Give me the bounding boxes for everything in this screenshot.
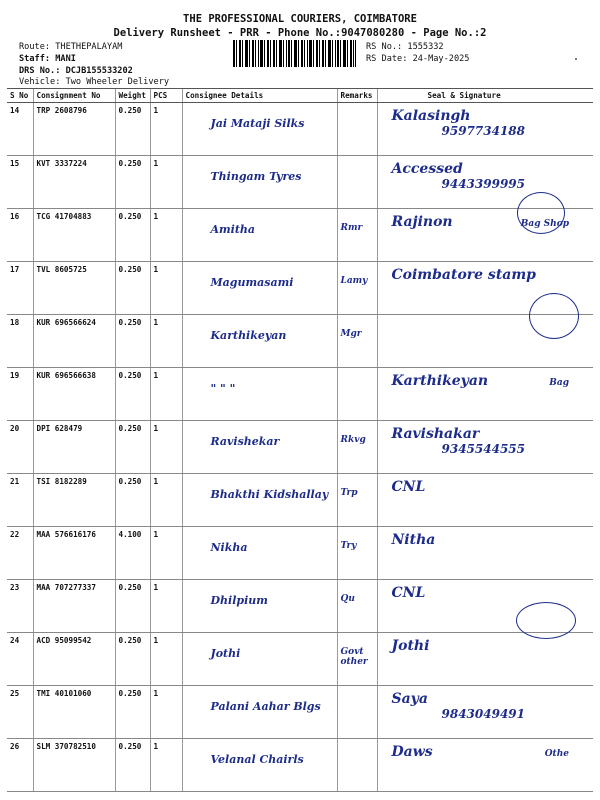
row-pcs [150, 209, 182, 262]
row-consignment-no [33, 739, 115, 792]
row-signature [377, 739, 593, 792]
row-consignment-no-text: TRP 2608796 [36, 106, 87, 115]
row-sno-text: 14 [10, 106, 20, 115]
row-sno-text: 22 [10, 530, 20, 539]
row-remarks [337, 474, 377, 527]
row-consignee [182, 156, 337, 209]
col-consignee: Consignee Details [182, 89, 337, 103]
row-pcs-text: 1 [153, 371, 159, 380]
row-signature-text: Karthikeyan [391, 373, 489, 389]
col-sno: S No [7, 89, 33, 103]
row-sno [7, 156, 33, 209]
row-pcs-text: 1 [153, 265, 159, 274]
row-consignee [182, 686, 337, 739]
row-consignment-no [33, 474, 115, 527]
row-remarks-text: Trp [340, 488, 358, 498]
row-weight [115, 474, 150, 527]
row-pcs [150, 103, 182, 156]
row-pcs-text: 1 [153, 212, 159, 221]
row-weight-text: 0.250 [118, 742, 142, 751]
row-pcs [150, 368, 182, 421]
row-remarks [337, 103, 377, 156]
row-weight-text: 4.100 [118, 530, 142, 539]
row-pcs [150, 421, 182, 474]
row-consignment-no [33, 633, 115, 686]
table-row [7, 739, 593, 792]
row-sno-text: 21 [10, 477, 20, 486]
row-weight-text: 0.250 [118, 477, 142, 486]
table-row [7, 209, 593, 262]
company-title: THE PROFESSIONAL COURIERS, COIMBATORE [183, 13, 417, 25]
row-consignment-no-text: ACD 95099542 [36, 636, 92, 645]
row-consignee-text: Dhilpium [210, 594, 268, 607]
row-phone: 9443399995 [441, 177, 525, 191]
row-sno-text: 18 [10, 318, 20, 327]
row-weight [115, 103, 150, 156]
barcode-icon [233, 40, 356, 67]
row-weight-text: 0.250 [118, 159, 142, 168]
row-signature [377, 527, 593, 580]
row-weight [115, 262, 150, 315]
bag-shop-circle-icon [517, 192, 565, 234]
row-note: Bag Shop [520, 219, 569, 229]
row-sno [7, 686, 33, 739]
row-consignee [182, 262, 337, 315]
row-sno [7, 580, 33, 633]
row-signature-text: Ravishakar [391, 426, 480, 442]
row-remarks-text: Govt other [340, 647, 368, 667]
row-consignee [182, 209, 337, 262]
row-weight-text: 0.250 [118, 265, 142, 274]
row-weight-text: 0.250 [118, 106, 142, 115]
row-sno-text: 19 [10, 371, 20, 380]
row-pcs [150, 315, 182, 368]
row-sno [7, 315, 33, 368]
row-signature-text: Coimbatore stamp [391, 267, 536, 283]
scan-dot [575, 58, 577, 60]
row-weight-text: 0.250 [118, 371, 142, 380]
row-consignee-text: Velanal Chairls [210, 753, 304, 766]
row-consignment-no-text: KVT 3337224 [36, 159, 87, 168]
col-pcs: PCS [150, 89, 182, 103]
row-consignee-text: " " " [210, 382, 236, 395]
table-row [7, 527, 593, 580]
table-header-row [7, 89, 593, 103]
row-signature-text: Rajinon [391, 214, 453, 230]
row-weight [115, 368, 150, 421]
row-signature-text: Nitha [391, 532, 436, 548]
table-row [7, 421, 593, 474]
table-row [7, 262, 593, 315]
row-consignment-no [33, 156, 115, 209]
row-consignee [182, 368, 337, 421]
row-sno [7, 262, 33, 315]
row-consignment-no-text: KUR 696566638 [36, 371, 96, 380]
row-remarks [337, 421, 377, 474]
row-consignment-no [33, 103, 115, 156]
row-consignee [182, 315, 337, 368]
row-consignment-no [33, 527, 115, 580]
row-consignment-no [33, 580, 115, 633]
row-sno-text: 16 [10, 212, 20, 221]
row-weight-text: 0.250 [118, 318, 142, 327]
row-consignee-text: Bhakthi Kidshallay [210, 488, 329, 501]
row-pcs [150, 474, 182, 527]
row-signature [377, 633, 593, 686]
bag-circle-icon [529, 293, 579, 339]
row-signature [377, 103, 593, 156]
row-phone: 9843049491 [441, 707, 525, 721]
runsheet-table [7, 88, 593, 792]
row-pcs [150, 262, 182, 315]
row-weight-text: 0.250 [118, 689, 142, 698]
row-consignment-no-text: TMI 40101060 [36, 689, 92, 698]
row-weight [115, 686, 150, 739]
row-phone: 9345544555 [441, 442, 525, 456]
row-pcs-text: 1 [153, 742, 159, 751]
row-signature-text: Accessed [391, 161, 463, 177]
row-remarks-text: Lamy [340, 276, 368, 286]
row-remarks [337, 686, 377, 739]
row-sno [7, 103, 33, 156]
row-sno [7, 633, 33, 686]
row-consignee-text: Palani Aahar Blgs [210, 700, 321, 713]
row-remarks [337, 156, 377, 209]
rs-date: RS Date: 24-May-2025 [366, 54, 470, 64]
row-signature-text: Daws [391, 744, 433, 760]
row-consignment-no-text: MAA 576616176 [36, 530, 96, 539]
row-remarks-text: Try [340, 541, 357, 551]
row-sno-text: 25 [10, 689, 20, 698]
row-sno [7, 739, 33, 792]
row-remarks-text: Mgr [340, 329, 362, 339]
row-pcs [150, 580, 182, 633]
row-weight [115, 580, 150, 633]
row-pcs [150, 686, 182, 739]
row-consignee-text: Thingam Tyres [210, 170, 302, 183]
row-remarks [337, 209, 377, 262]
row-consignment-no [33, 368, 115, 421]
row-consignee [182, 739, 337, 792]
table-row [7, 315, 593, 368]
row-remarks [337, 633, 377, 686]
row-signature-text: CNL [391, 479, 426, 495]
row-pcs-text: 1 [153, 530, 159, 539]
table-row [7, 580, 593, 633]
row-signature [377, 686, 593, 739]
row-pcs-text: 1 [153, 159, 159, 168]
row-signature-text: CNL [391, 585, 426, 601]
row-consignee-text: Karthikeyan [210, 329, 287, 342]
col-consignment: Consignment No [33, 89, 115, 103]
table-row [7, 368, 593, 421]
row-consignee [182, 633, 337, 686]
row-sno-text: 17 [10, 265, 20, 274]
vehicle-label: Vehicle: Two Wheeler Delivery [19, 77, 170, 87]
row-phone: 9597734188 [441, 124, 525, 138]
row-weight [115, 315, 150, 368]
row-pcs-text: 1 [153, 477, 159, 486]
row-signature [377, 368, 593, 421]
row-remarks [337, 315, 377, 368]
row-consignee-text: Nikha [210, 541, 248, 554]
row-consignment-no [33, 421, 115, 474]
row-weight-text: 0.250 [118, 583, 142, 592]
row-sno-text: 20 [10, 424, 20, 433]
row-consignment-no [33, 262, 115, 315]
row-signature-text: Saya [391, 691, 428, 707]
row-sno [7, 209, 33, 262]
row-weight [115, 527, 150, 580]
row-sno-text: 26 [10, 742, 20, 751]
runsheet-subtitle: Delivery Runsheet - PRR - Phone No.:9047080280 - Page No.:2 [113, 27, 487, 39]
row-remarks-text: Rkvg [340, 435, 366, 445]
row-pcs-text: 1 [153, 318, 159, 327]
row-consignee-text: Jothi [210, 647, 241, 660]
row-remarks [337, 739, 377, 792]
rs-number: RS No.: 1555332 [366, 42, 444, 52]
row-consignee [182, 421, 337, 474]
row-consignment-no [33, 209, 115, 262]
row-signature [377, 474, 593, 527]
row-remarks [337, 262, 377, 315]
row-signature-text: Jothi [391, 638, 430, 654]
row-remarks [337, 527, 377, 580]
row-pcs [150, 527, 182, 580]
row-pcs-text: 1 [153, 424, 159, 433]
row-weight [115, 209, 150, 262]
row-signature-text: Kalasingh [391, 108, 471, 124]
table-row [7, 633, 593, 686]
row-weight-text: 0.250 [118, 636, 142, 645]
table-row [7, 686, 593, 739]
row-consignee-text: Amitha [210, 223, 256, 236]
row-weight-text: 0.250 [118, 212, 142, 221]
row-weight [115, 421, 150, 474]
col-signature: Seal & Signature [377, 89, 593, 103]
row-sno-text: 23 [10, 583, 20, 592]
row-consignee-text: Jai Mataji Silks [210, 117, 305, 130]
row-note: Bag [549, 378, 569, 388]
table-row [7, 156, 593, 209]
row-consignment-no [33, 686, 115, 739]
row-remarks-text: Rmr [340, 223, 363, 233]
row-consignee [182, 580, 337, 633]
row-pcs-text: 1 [153, 106, 159, 115]
row-consignee [182, 527, 337, 580]
row-sno [7, 368, 33, 421]
table-row [7, 103, 593, 156]
row-remarks [337, 580, 377, 633]
row-consignment-no-text: DPI 628479 [36, 424, 83, 433]
row-consignee-text: Magumasami [210, 276, 294, 289]
row-sno [7, 474, 33, 527]
drs-label: DRS No.: DCJB155533202 [19, 66, 133, 76]
row-weight-text: 0.250 [118, 424, 142, 433]
row-consignment-no-text: TCG 41704883 [36, 212, 92, 221]
row-pcs-text: 1 [153, 689, 159, 698]
row-sno [7, 421, 33, 474]
row-pcs [150, 156, 182, 209]
row-consignment-no-text: TVL 8605725 [36, 265, 87, 274]
col-weight: Weight [115, 89, 150, 103]
other-circle-icon [516, 602, 576, 639]
row-pcs [150, 739, 182, 792]
row-consignment-no-text: KUR 696566624 [36, 318, 96, 327]
row-pcs-text: 1 [153, 583, 159, 592]
row-signature [377, 421, 593, 474]
table-row [7, 474, 593, 527]
row-consignee-text: Ravishekar [210, 435, 280, 448]
row-consignment-no-text: MAA 707277337 [36, 583, 96, 592]
row-consignment-no [33, 315, 115, 368]
row-consignment-no-text: TSI 8182289 [36, 477, 87, 486]
row-consignee [182, 103, 337, 156]
row-sno [7, 527, 33, 580]
row-sno-text: 15 [10, 159, 20, 168]
row-note: Othe [544, 749, 569, 759]
row-sno-text: 24 [10, 636, 20, 645]
row-weight [115, 633, 150, 686]
route-label: Route: THETHEPALAYAM [19, 42, 123, 52]
row-remarks-text: Qu [340, 594, 355, 604]
row-remarks [337, 368, 377, 421]
row-weight [115, 156, 150, 209]
row-consignment-no-text: SLM 370782510 [36, 742, 96, 751]
row-pcs-text: 1 [153, 636, 159, 645]
col-remarks: Remarks [337, 89, 377, 103]
row-pcs [150, 633, 182, 686]
row-consignee [182, 474, 337, 527]
staff-label: Staff: MANI [19, 54, 76, 64]
row-weight [115, 739, 150, 792]
